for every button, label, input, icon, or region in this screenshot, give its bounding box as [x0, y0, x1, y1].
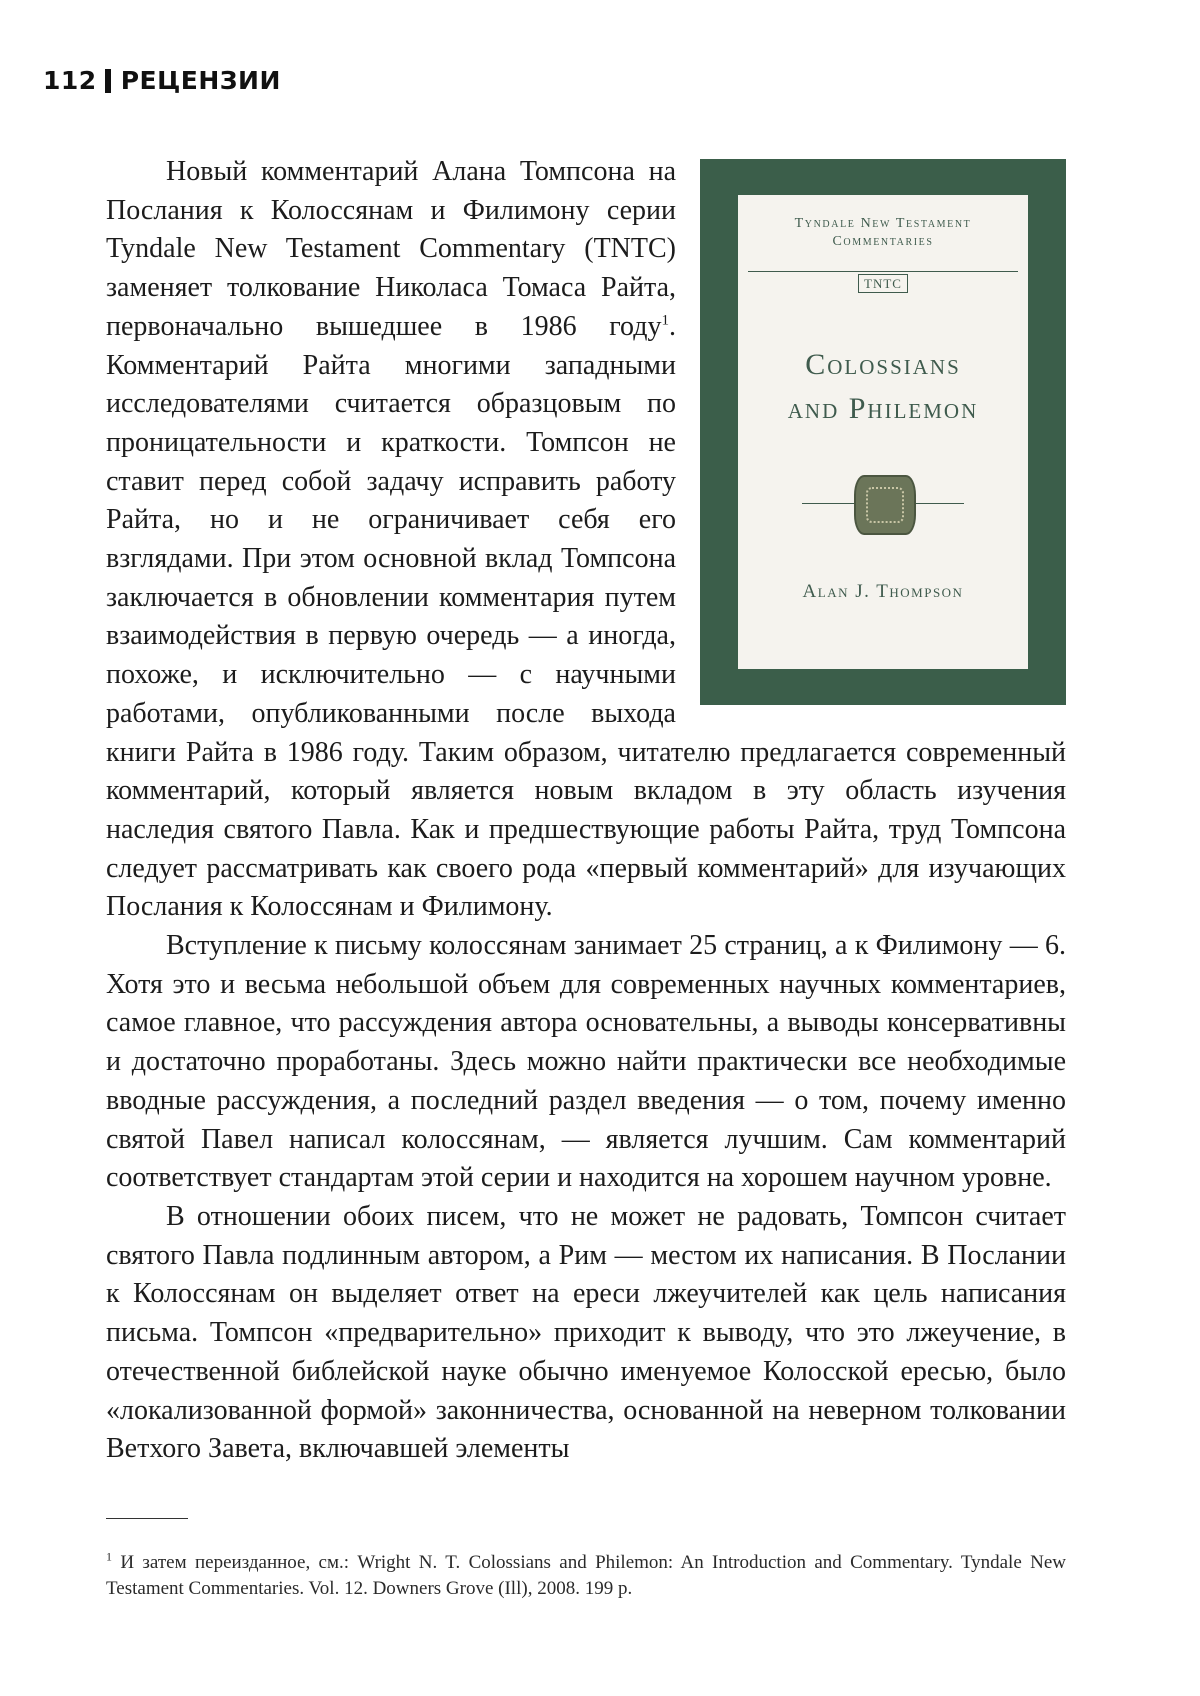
- cover-series-badge: TNTC: [858, 274, 908, 293]
- cover-series-line-1: Tyndale New Testament: [794, 216, 972, 231]
- cover-author: Alan J. Thompson: [802, 581, 964, 602]
- paragraph-3: В отношении обоих писем, что не может не радовать, Томпсон считает святого Павла подлинным автором, а Рим — местом их написания. В Послании к Колоссянам он выделяет ответ на ереси лжеучителей как цель написания письма. Томпсон «предварительно» приходит к выводу, что это лжеучение, в отечественной библейской науке обычно именуемое Колосской ересью, было «локализованной формой» законничества, основанной на неверном толковании Ветхого Завета, включавшей элементы: [106, 1200, 1066, 1465]
- paragraph-1-part-1: Новый комментарий Алана Томпсона на Послания к Колоссянам и Филимону серии Tyndale New Testament Commentary (TNTC) заменяет толкование Николаса Томаса Райта, первоначально вышедшее в 1986 году: [106, 156, 676, 342]
- paragraph-2: Вступление к письму колоссянам занимает 25 страниц, а к Филимону — 6. Хотя это и весьма небольшой объем для современных научных комментариев, самое главное, что рассуждения автора основательны, а выводы консервативны и достаточно проработаны. Здесь можно найти практически все необходимые вводные рассуждения, а последний раздел введения — о том, почему именно святой Павел написал колоссянам, — является лучшим. Сам комментарий соответствует стандартам этой серии и находится на хорошем научном уровне.: [106, 930, 1066, 1194]
- cover-series-rule: [748, 261, 1018, 291]
- cover-title-line-2: and Philemon: [787, 392, 979, 425]
- running-head-separator: [105, 69, 111, 93]
- paragraph-1-part-2: . Комментарий Райта многими западными исследователями считается образцовым по проницательности и краткости. Томпсон не ставит перед собой задачу исправить работу Райта, но и не ограничивает себя его взглядами. При этом основной вклад Томпсона заключается в обновлении комментария путем взаимодействия в первую очередь — а иногда, похоже, и исключительно — с научными работами, опубликованными после выхода книги Райта в 1986 году. Таким образом, читателю предлагается современный комментарий, который является новым вкладом в эту область изучения наследия святого Павла. Как и предшествующие работы Райта, труд Томпсона следует рассматривать как своего рода «первый комментарий» для изучающих Послания к Колоссянам и Филимону.: [106, 310, 1066, 923]
- cover-series-name: [738, 215, 1028, 251]
- cover-title-line-1: Colossians: [805, 348, 961, 381]
- cover-title: [738, 343, 1028, 431]
- footnote-reference: 1: [661, 312, 669, 329]
- review-text: [106, 153, 1066, 1469]
- book-cover-panel: [738, 195, 1028, 669]
- section-title: РЕЦЕНЗИИ: [120, 66, 281, 95]
- ornamental-medallion-icon: [854, 475, 916, 535]
- footnote: [106, 1550, 1066, 1602]
- footnote-text: И затем переизданное, см.: Wright N. T. Colossians and Philemon: An Introduction and Commentary. Tyndale New Testament Commentaries. Vol. 12. Downers Grove (Ill), 2008. 199 p.: [106, 1552, 1066, 1599]
- book-cover-image: [700, 159, 1066, 705]
- running-head: [43, 66, 281, 95]
- footnote-marker: 1: [106, 1549, 112, 1564]
- cover-ornament-row: [738, 475, 1028, 531]
- page-number: 112: [43, 66, 97, 95]
- footnote-divider: [106, 1518, 188, 1519]
- cover-series-line-2: Commentaries: [832, 234, 934, 249]
